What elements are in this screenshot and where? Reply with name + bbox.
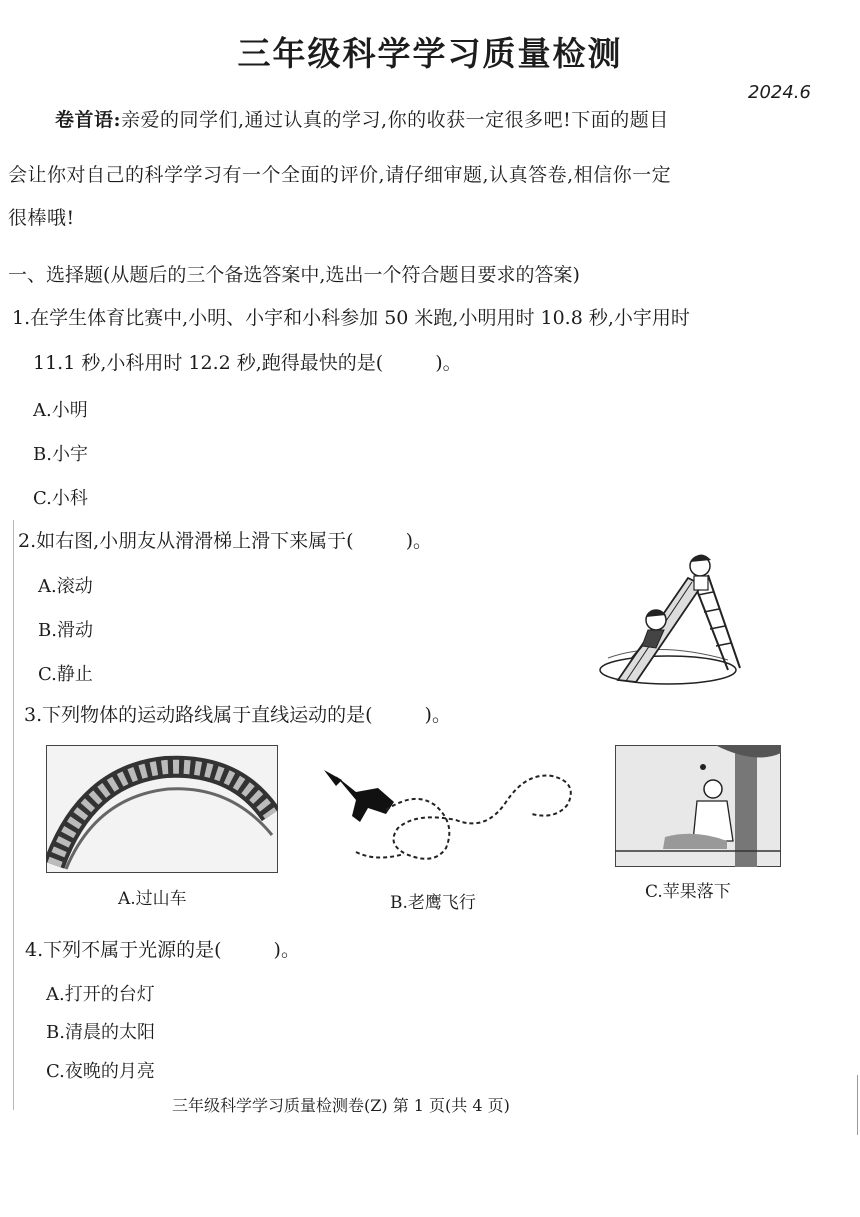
- question-1-stem-line-2: [33, 348, 462, 375]
- eagle-flight-picture: [316, 762, 584, 870]
- question-2-stem-b: )。: [405, 530, 433, 552]
- slide-illustration: [598, 540, 748, 688]
- question-2-stem: [18, 526, 432, 553]
- intro-line-1: [55, 105, 669, 132]
- question-1-option-b: B.小宇: [33, 444, 88, 465]
- question-2-option-c: C.静止: [38, 664, 93, 685]
- question-1-stem-b: )。: [435, 352, 462, 374]
- exam-date: 2024.6: [748, 82, 811, 103]
- question-2-option-a: A.滚动: [38, 576, 93, 597]
- question-1-stem-line-1: 1.在学生体育比赛中,小明、小宇和小科参加 50 米跑,小明用时 10.8 秒,小宇用时: [12, 307, 690, 329]
- question-4-stem-b: )。: [273, 939, 300, 961]
- question-4-option-b: B.清晨的太阳: [46, 1022, 155, 1043]
- question-1-stem-a: 11.1 秒,小科用时 12.2 秒,跑得最快的是(: [33, 352, 384, 374]
- question-2-option-b: B.滑动: [38, 620, 93, 641]
- roller-coaster-picture: [46, 745, 278, 873]
- question-3-stem-a: 3.下列物体的运动路线属于直线运动的是(: [24, 704, 373, 726]
- intro-label: 卷首语:: [55, 109, 122, 131]
- page-edge-line: [13, 520, 14, 1110]
- question-4-stem-a: 4.下列不属于光源的是(: [25, 939, 222, 961]
- page-title: 三年级科学学习质量检测: [237, 34, 623, 73]
- option-b-caption: B.老鹰飞行: [390, 893, 476, 913]
- question-4-option-c: C.夜晚的月亮: [46, 1061, 155, 1082]
- question-1-option-a: A.小明: [33, 400, 88, 421]
- page-edge-line-right: [857, 1075, 858, 1135]
- question-4-stem: [25, 935, 300, 962]
- option-a-caption: A.过山车: [118, 889, 187, 909]
- page-footer: 三年级科学学习质量检测卷(Z) 第 1 页(共 4 页): [172, 1096, 510, 1115]
- question-1-option-c: C.小科: [33, 488, 88, 509]
- intro-line-3: 很棒哦!: [8, 207, 75, 229]
- question-2-stem-a: 2.如右图,小朋友从滑滑梯上滑下来属于(: [18, 530, 354, 552]
- option-c-caption: C.苹果落下: [645, 882, 731, 902]
- question-4-option-a: A.打开的台灯: [46, 984, 155, 1005]
- apple-falling-picture: [615, 745, 781, 867]
- intro-text-1: 亲爱的同学们,通过认真的学习,你的收获一定很多吧!下面的题目: [121, 109, 669, 131]
- section-heading: 一、选择题(从题后的三个备选答案中,选出一个符合题目要求的答案): [8, 264, 580, 286]
- question-3-stem-b: )。: [424, 704, 451, 726]
- question-3-stem: [24, 700, 451, 727]
- intro-line-2: 会让你对自己的科学学习有一个全面的评价,请仔细审题,认真答卷,相信你一定: [8, 164, 672, 186]
